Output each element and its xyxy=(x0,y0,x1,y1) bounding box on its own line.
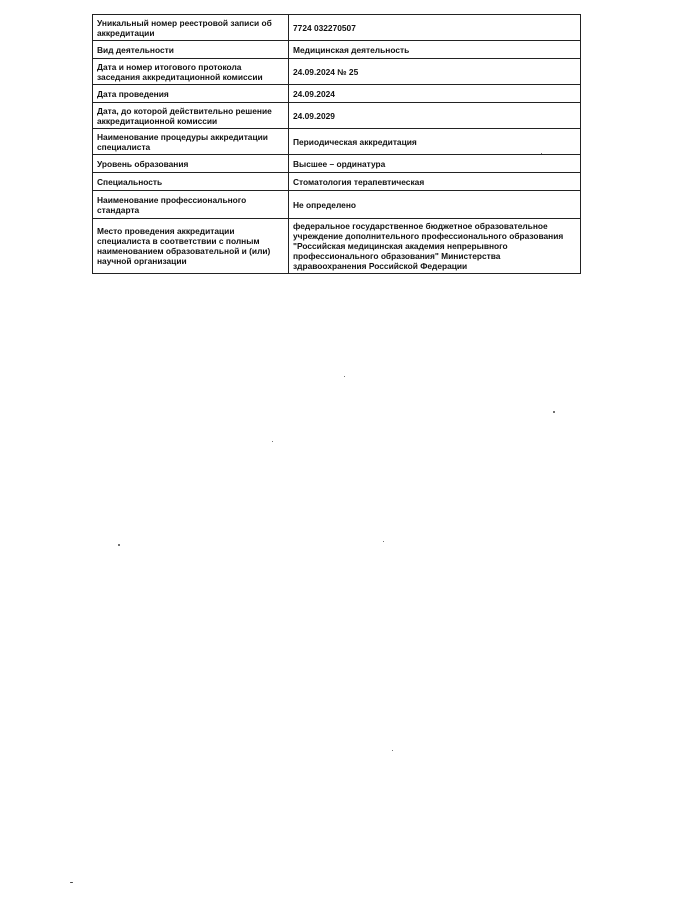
scan-speck xyxy=(392,750,393,751)
row-value: Не определено xyxy=(289,191,581,219)
row-label: Место проведения аккредитации специалиста в соответствии с полным наименованием образовательной и (или) научной организации xyxy=(93,219,289,274)
table-row xyxy=(93,41,581,59)
scan-speck xyxy=(272,441,273,442)
row-value: 24.09.2029 xyxy=(289,103,581,129)
row-value: 24.09.2024 № 25 xyxy=(289,59,581,85)
table-row xyxy=(93,85,581,103)
row-value: Высшее – ординатура xyxy=(289,155,581,173)
table-row xyxy=(93,129,581,155)
row-label: Дата, до которой действительно решение аккредитационной комиссии xyxy=(93,103,289,129)
row-value: Стоматология терапевтическая xyxy=(289,173,581,191)
row-label: Уровень образования xyxy=(93,155,289,173)
scan-speck xyxy=(118,544,120,546)
scan-speck xyxy=(553,411,555,413)
row-value: федеральное государственное бюджетное образовательное учреждение дополнительного профессионального образования "Российская медицинская академия непрерывного профессионального образования" Министерства здравоохранения Российской Федерации xyxy=(289,219,581,274)
row-label: Уникальный номер реестровой записи об аккредитации xyxy=(93,15,289,41)
row-label: Вид деятельности xyxy=(93,41,289,59)
row-label: Дата и номер итогового протокола заседания аккредитационной комиссии xyxy=(93,59,289,85)
row-value: 7724 032270507 xyxy=(289,15,581,41)
row-value: Медицинская деятельность xyxy=(289,41,581,59)
scan-speck xyxy=(344,376,345,377)
table-row xyxy=(93,173,581,191)
accreditation-table xyxy=(92,14,581,274)
row-label: Наименование профессионального стандарта xyxy=(93,191,289,219)
row-label: Наименование процедуры аккредитации специалиста xyxy=(93,129,289,155)
scan-speck xyxy=(383,541,384,542)
table-row xyxy=(93,103,581,129)
table-row xyxy=(93,59,581,85)
scan-speck xyxy=(541,153,542,154)
table-row xyxy=(93,219,581,274)
row-value: 24.09.2024 xyxy=(289,85,581,103)
row-label: Специальность xyxy=(93,173,289,191)
row-label: Дата проведения xyxy=(93,85,289,103)
scan-speck xyxy=(70,882,73,883)
row-value: Периодическая аккредитация xyxy=(289,129,581,155)
table-row xyxy=(93,155,581,173)
table-row xyxy=(93,15,581,41)
table-row xyxy=(93,191,581,219)
